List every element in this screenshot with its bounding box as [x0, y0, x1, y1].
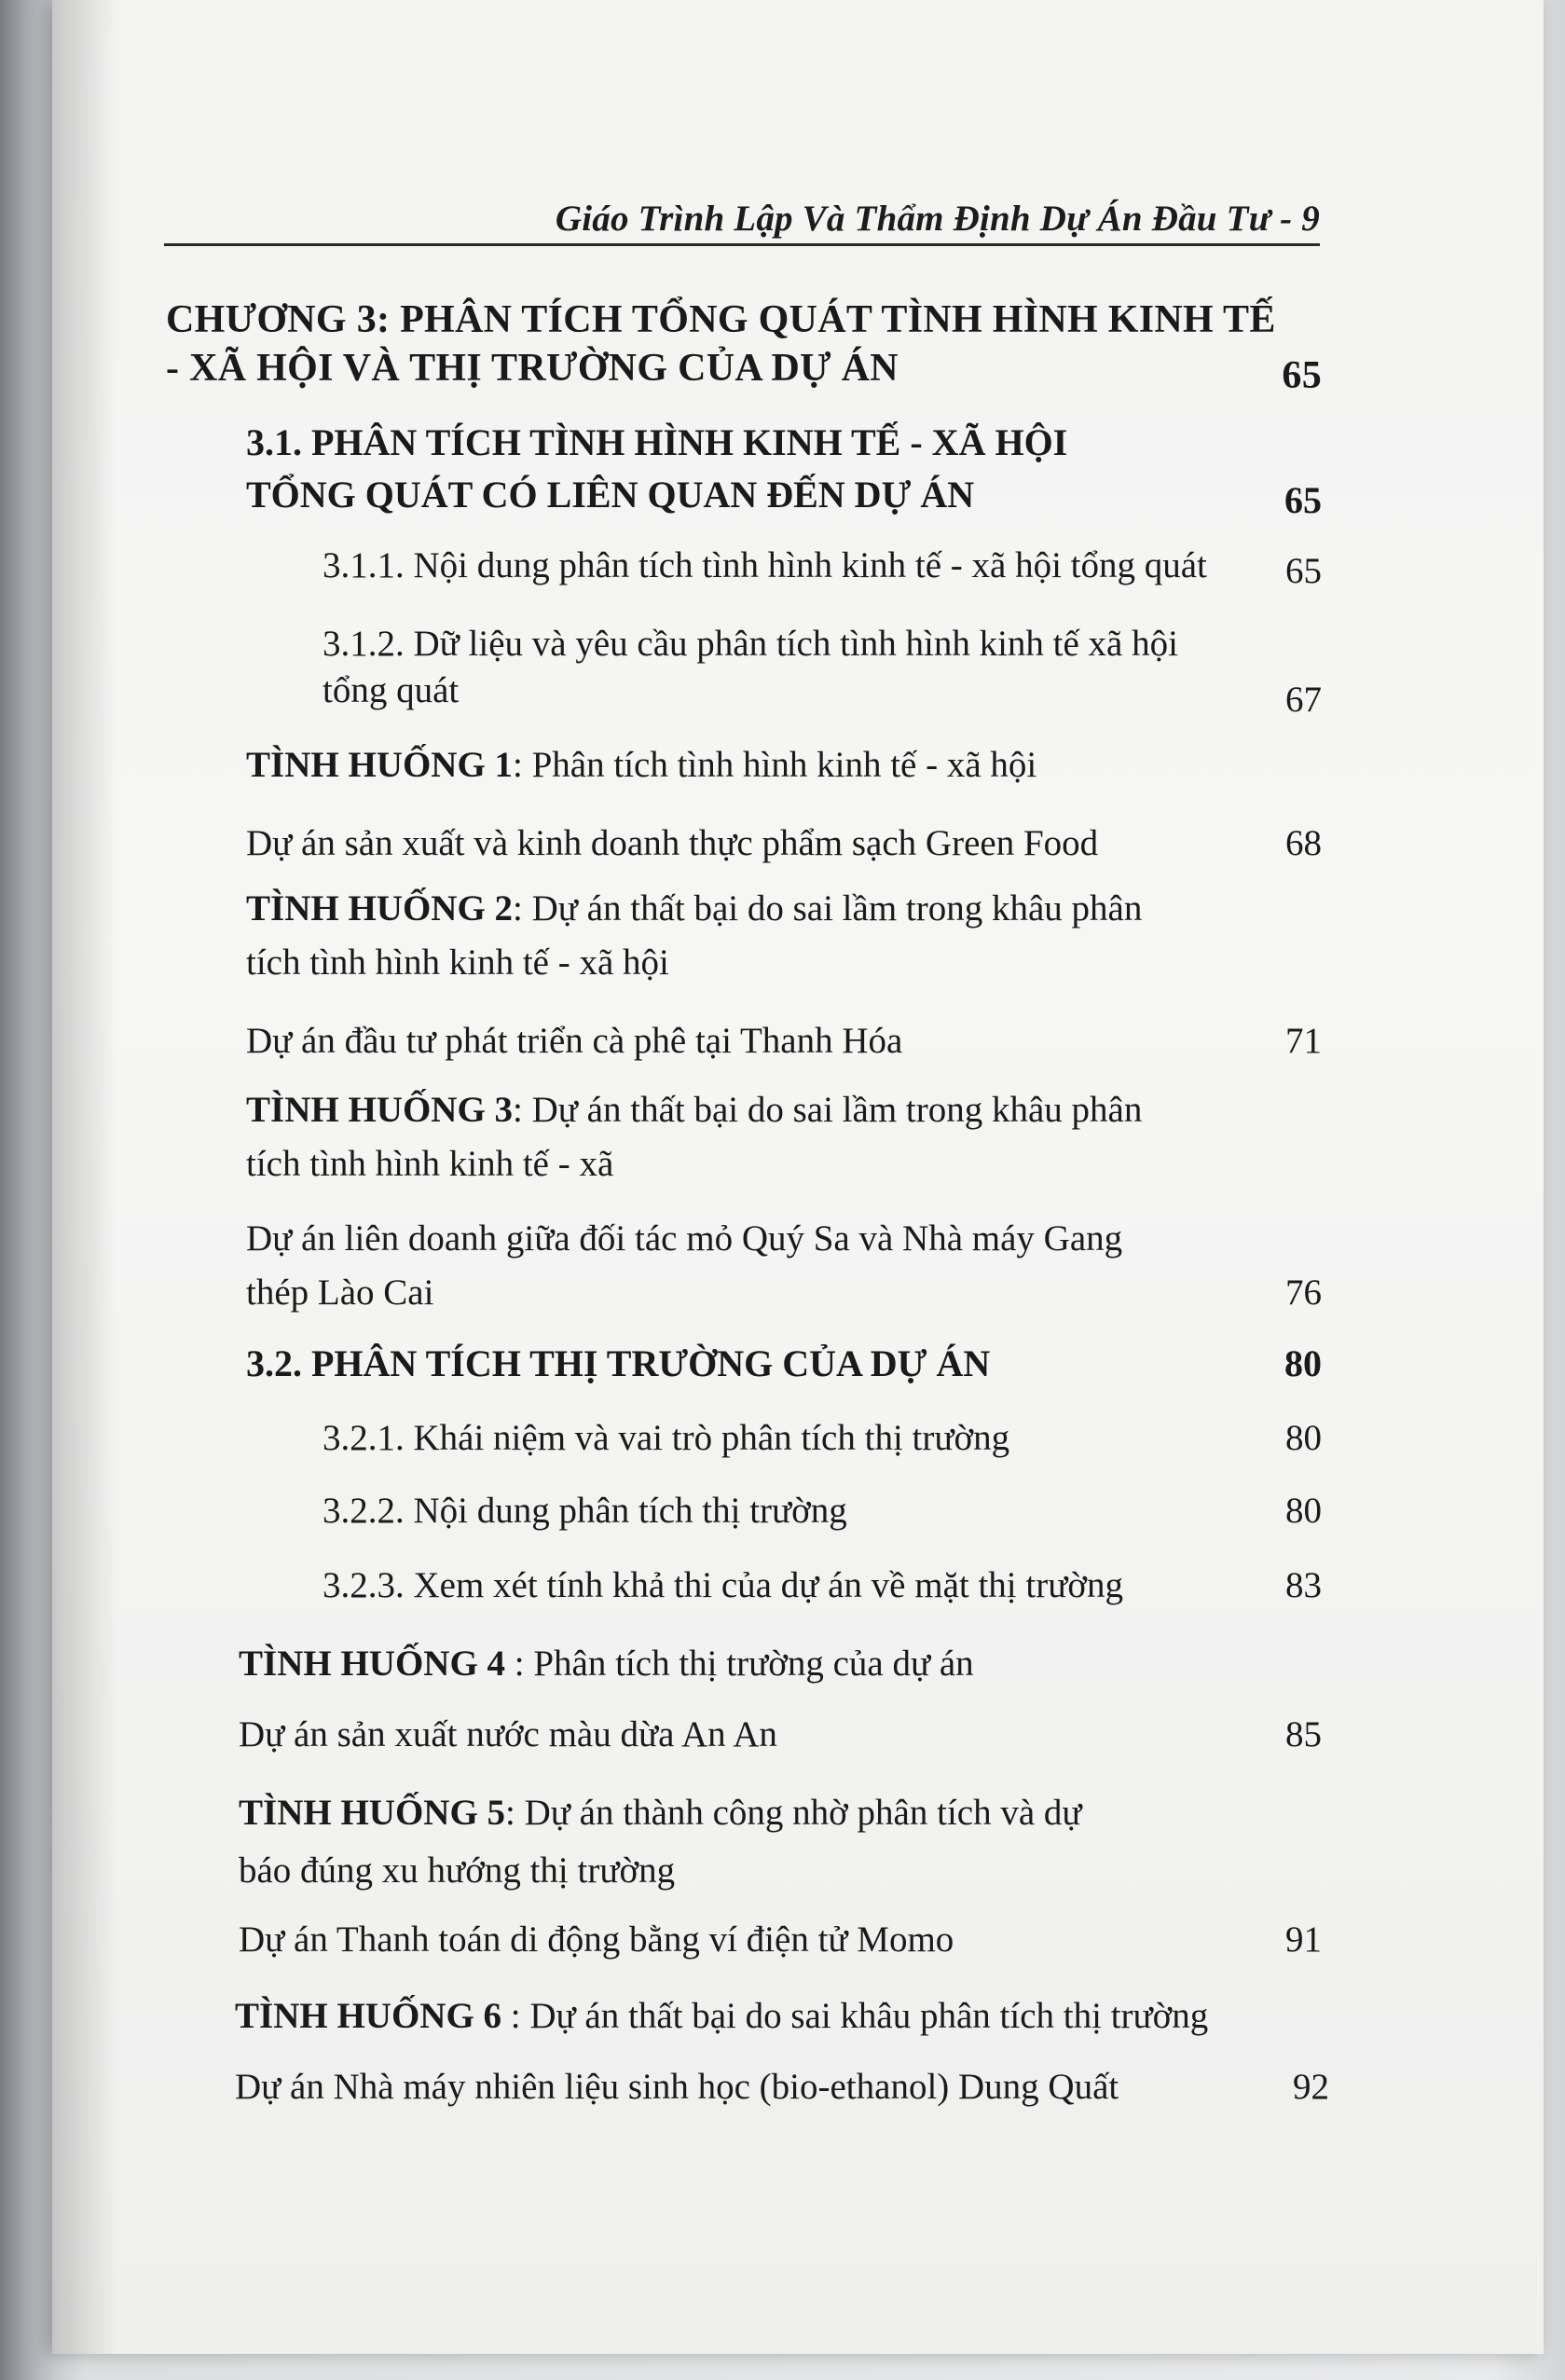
case-1-page: 68 [1285, 823, 1322, 863]
case-6-page: 92 [1293, 2067, 1329, 2107]
case-5-project: Dự án Thanh toán di động bằng ví điện tử Momo [239, 1919, 954, 1960]
case-5-label: TÌNH HUỐNG 5 [239, 1793, 506, 1833]
running-header: Giáo Trình Lập Và Thẩm Định Dự Án Đầu Tư - 9 [555, 199, 1320, 239]
section-3-2-1-page: 80 [1285, 1418, 1322, 1458]
case-4-title: : Phân tích thị trường của dự án [505, 1644, 974, 1684]
section-3-1-1-title: 3.1.1. Nội dung phân tích tình hình kinh tế - xã hội tổng quát [323, 545, 1207, 585]
case-4-project: Dự án sản xuất nước màu dừa An An [239, 1714, 777, 1754]
section-3-2-title: 3.2. PHÂN TÍCH THỊ TRƯỜNG CỦA DỰ ÁN [246, 1342, 991, 1384]
section-3-1-line2: TỔNG QUÁT CÓ LIÊN QUAN ĐẾN DỰ ÁN [246, 474, 975, 516]
case-5-heading [239, 1792, 1082, 1835]
section-3-2-3-title: 3.2.3. Xem xét tính khả thi của dự án về mặt thị trường [323, 1565, 1123, 1605]
case-2-page: 71 [1285, 1021, 1322, 1061]
case-6-heading [235, 1995, 1208, 2038]
case-2-project: Dự án đầu tư phát triển cà phê tại Thanh Hóa [246, 1021, 903, 1061]
case-6-label: TÌNH HUỐNG 6 [235, 1996, 502, 2036]
book-page [52, 0, 1544, 2354]
case-6-title: : Dự án thất bại do sai khâu phân tích thị trường [501, 1996, 1209, 2036]
case-4-page: 85 [1285, 1714, 1322, 1754]
case-4-label: TÌNH HUỐNG 4 [239, 1644, 506, 1684]
case-1-heading [246, 744, 1036, 787]
section-3-2-3-page: 83 [1285, 1565, 1322, 1605]
case-3-page: 76 [1285, 1273, 1322, 1313]
case-4-heading [239, 1643, 974, 1685]
case-3-title-line2: tích tình hình kinh tế - xã [246, 1144, 614, 1184]
chapter-title-line2: - XÃ HỘI VÀ THỊ TRƯỜNG CỦA DỰ ÁN [166, 347, 899, 390]
case-5-title-line2: báo đúng xu hướng thị trường [239, 1850, 676, 1891]
section-3-1-line1: 3.1. PHÂN TÍCH TÌNH HÌNH KINH TẾ - XÃ HỘI [246, 421, 1068, 463]
case-2-title: : Dự án thất bại do sai lầm trong khâu phân [513, 888, 1143, 929]
case-1-project: Dự án sản xuất và kinh doanh thực phẩm sạch Green Food [246, 823, 1099, 863]
case-2-heading [246, 887, 1142, 930]
case-3-heading [246, 1089, 1142, 1132]
case-6-project: Dự án Nhà máy nhiên liệu sinh học (bio-ethanol) Dung Quất [235, 2067, 1119, 2107]
case-3-label: TÌNH HUỐNG 3 [246, 1090, 514, 1130]
section-3-1-2-line1: 3.1.2. Dữ liệu và yêu cầu phân tích tình hình kinh tế xã hội [323, 624, 1178, 664]
case-5-title: : Dự án thành công nhờ phân tích và dự [505, 1793, 1082, 1833]
section-3-2-2-page: 80 [1285, 1491, 1322, 1531]
case-3-project-line1: Dự án liên doanh giữa đối tác mỏ Quý Sa và Nhà máy Gang [246, 1218, 1123, 1259]
case-2-title-line2: tích tình hình kinh tế - xã hội [246, 942, 669, 983]
case-1-label: TÌNH HUỐNG 1 [246, 745, 514, 785]
chapter-page-number: 65 [1282, 354, 1322, 397]
chapter-title-line1: CHƯƠNG 3: PHÂN TÍCH TỔNG QUÁT TÌNH HÌNH KINH TẾ [166, 298, 1276, 341]
case-1-title: : Phân tích tình hình kinh tế - xã hội [513, 745, 1037, 785]
table-of-contents [52, 0, 1544, 2354]
case-3-title: : Dự án thất bại do sai lầm trong khâu phân [513, 1090, 1143, 1130]
case-3-project-line2: thép Lào Cai [246, 1273, 434, 1313]
section-3-2-1-title: 3.2.1. Khái niệm và vai trò phân tích thị trường [323, 1418, 1010, 1458]
section-3-1-2-page: 67 [1285, 680, 1322, 720]
section-3-1-page: 65 [1284, 479, 1322, 521]
case-5-page: 91 [1285, 1919, 1322, 1960]
section-3-2-page: 80 [1284, 1342, 1322, 1384]
section-3-2-2-title: 3.2.2. Nội dung phân tích thị trường [323, 1491, 847, 1531]
section-3-1-1-page: 65 [1285, 551, 1322, 591]
section-3-1-2-line2: tổng quát [323, 670, 460, 710]
case-2-label: TÌNH HUỐNG 2 [246, 888, 514, 929]
